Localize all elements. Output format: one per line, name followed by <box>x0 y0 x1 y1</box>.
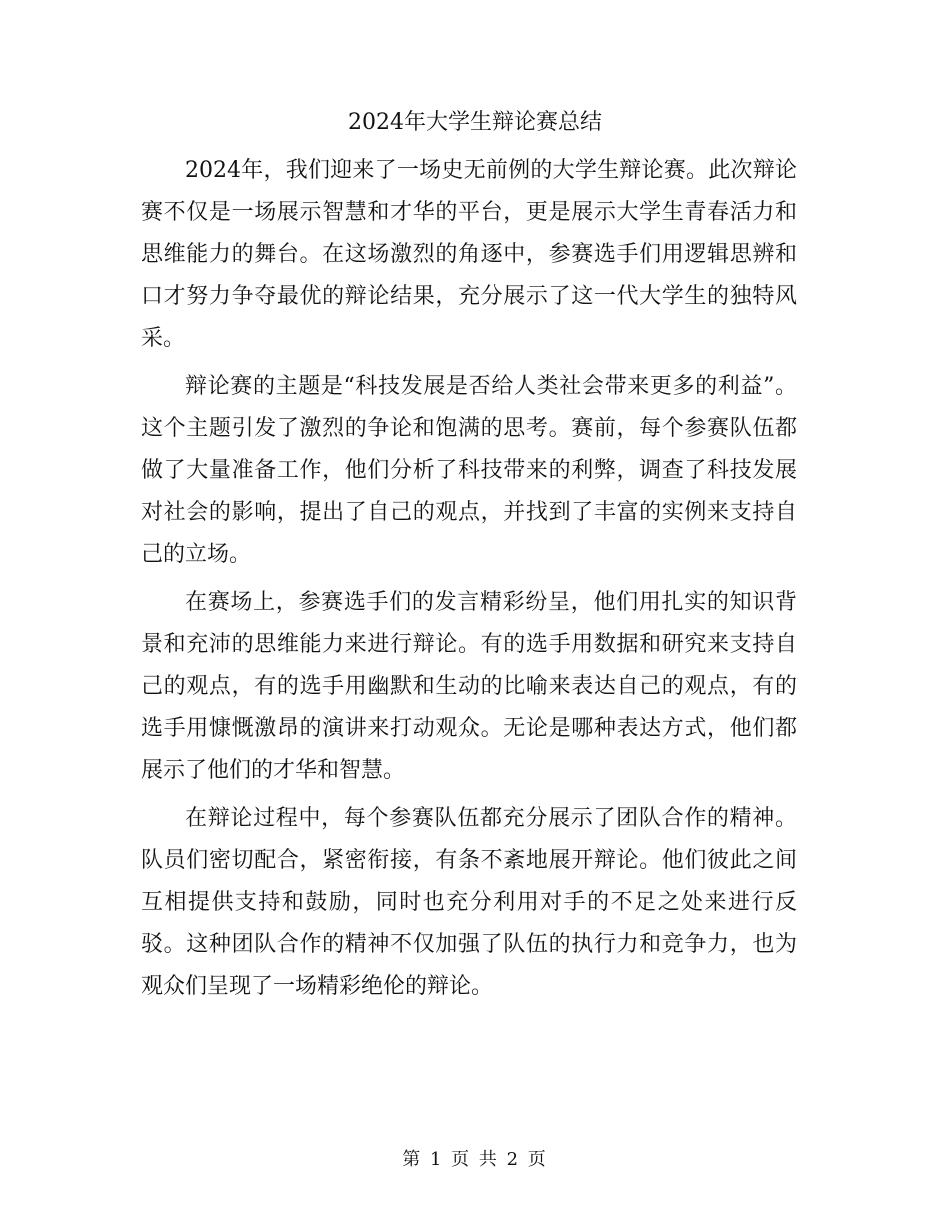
page-number-footer: 第 1 页 共 2 页 <box>402 1149 548 1170</box>
paragraph-2: 辩论赛的主题是“科技发展是否给人类社会带来更多的利益”。这个主题引发了激烈的争论和饱满的思考。赛前，每个参赛队伍都做了大量准备工作，他们分析了科技带来的利弊，调查了科技发展对社会的影响，提出了自己的观点，并找到了丰富的实例来支持自己的立场。 <box>141 374 797 567</box>
paragraph-1: 2024年，我们迎来了一场史无前例的大学生辩论赛。此次辩论赛不仅是一场展示智慧和才华的平台，更是展示大学生青春活力和思维能力的舞台。在这场激烈的角逐中，参赛选手们用逻辑思辨和口才努力争夺最优的辩论结果，充分展示了这一代大学生的独特风采。 <box>141 158 797 351</box>
paragraph-3: 在赛场上，参赛选手们的发言精彩纷呈，他们用扎实的知识背景和充沛的思维能力来进行辩论。有的选手用数据和研究来支持自己的观点，有的选手用幽默和生动的比喻来表达自己的观点，有的选手用慷慨激昂的演讲来打动观众。无论是哪种表达方式，他们都展示了他们的才华和智慧。 <box>141 590 797 783</box>
document-body <box>141 150 797 1014</box>
paragraph-4: 在辩论过程中，每个参赛队伍都充分展示了团队合作的精神。队员们密切配合，紧密衔接，有条不紊地展开辩论。他们彼此之间互相提供支持和鼓励，同时也充分利用对手的不足之处来进行反驳。这种团队合作的精神不仅加强了队伍的执行力和竞争力，也为观众们呈现了一场精彩绝伦的辩论。 <box>141 806 797 999</box>
document-title: 2024年大学生辩论赛总结 <box>348 110 602 135</box>
